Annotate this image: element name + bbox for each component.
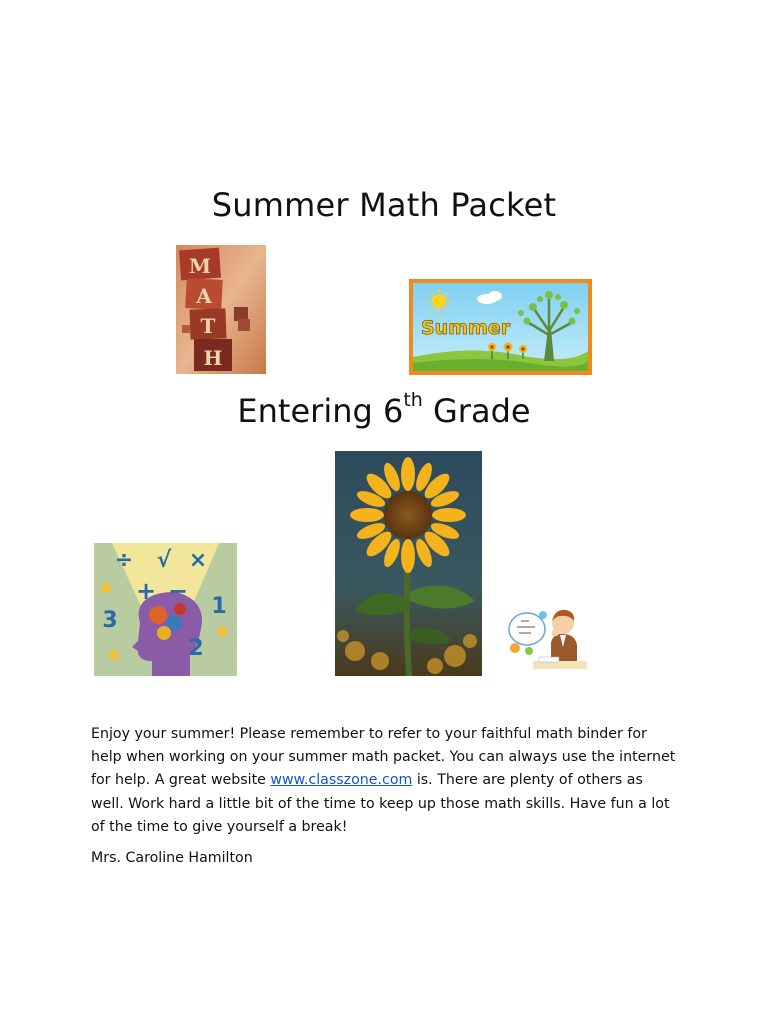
sunflower-photo [335,451,482,676]
math-blocks-image [176,245,266,374]
subtitle-superscript: th [403,389,423,412]
number-three: 3 [102,608,118,633]
signature: Mrs. Caroline Hamilton [91,850,253,866]
math-head-illustration [94,543,237,676]
subtitle-tail: Grade [422,392,531,430]
block-letter-m: M [188,254,212,278]
block-letter-t: T [200,314,216,338]
classzone-link[interactable]: www.classzone.com [270,772,413,789]
paragraph-text-after-link: is. There are plenty of others as well. Work hard a little bit of the time to keep up those math skills. Have fun a lot of the time to give yourself a break! [91,772,670,835]
symbol-divide: ÷ [114,548,134,573]
summer-banner-image [409,279,592,375]
number-one: 1 [211,594,227,619]
page-subtitle [0,389,768,430]
subtitle-main: Entering 6 [237,392,404,430]
number-two: 2 [188,636,204,661]
page-title: Summer Math Packet [211,186,557,224]
symbol-minus: − [167,577,189,605]
block-letter-a: A [196,284,212,308]
symbol-times: × [188,548,208,573]
body-paragraph [91,723,676,839]
thought-bubble-icon [509,611,547,655]
symbol-plus: + [135,577,157,605]
thinking-boy-clipart [505,603,587,675]
symbol-sqrt: √ [156,548,172,573]
paragraph-text-before-link: Enjoy your summer! Please remember to refer to your faithful math binder for help when working on your summer math packet. You can always use the internet for help. A great website [91,726,676,789]
banner-label: Summer [421,317,511,339]
block-letter-h: H [203,346,223,370]
